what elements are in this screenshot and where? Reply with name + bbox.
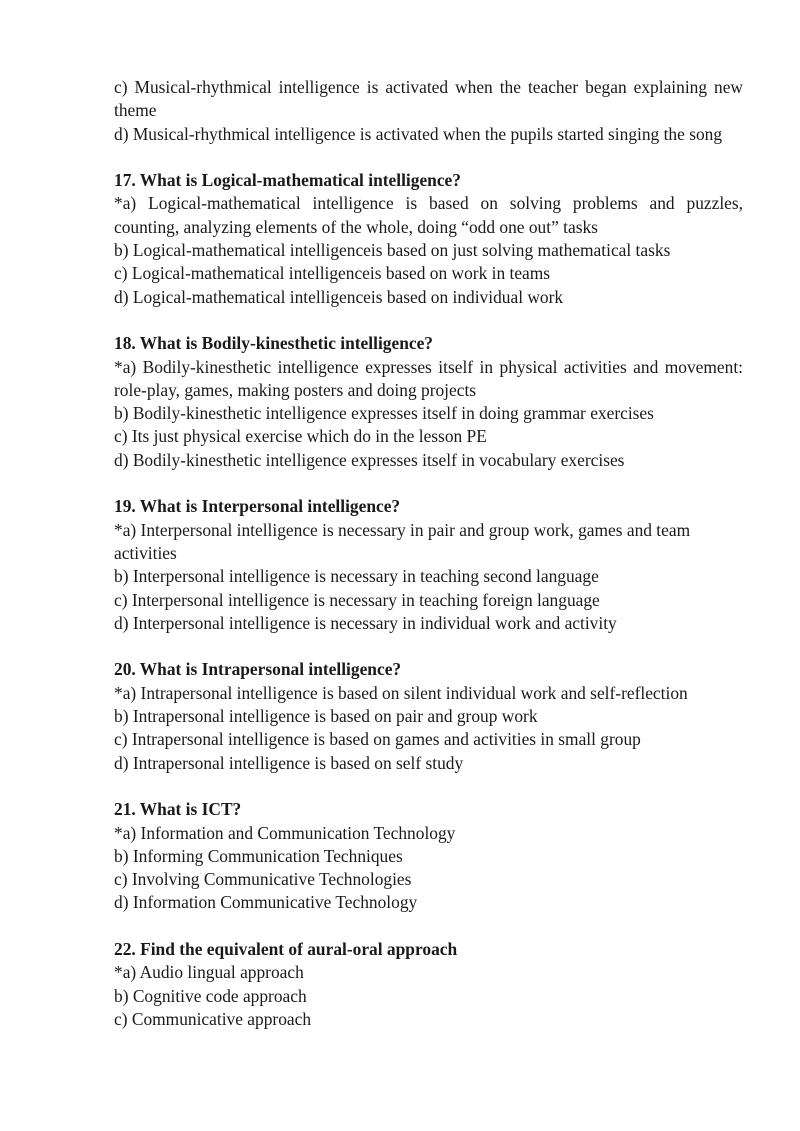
spacer [114, 915, 743, 938]
spacer [114, 635, 743, 658]
question-18 [114, 332, 743, 472]
spacer [114, 775, 743, 798]
continuation-option-c: c) Musical-rhythmical intelligence is activated when the teacher began explaining new theme [114, 77, 743, 121]
question-title: 17. What is Logical-mathematical intelligence? [114, 170, 461, 191]
question-22 [114, 938, 743, 1031]
spacer [114, 472, 743, 495]
question-21 [114, 798, 743, 914]
question-19 [114, 495, 743, 635]
option-a: *a) Intrapersonal intelligence is based on silent individual work and self-reflection [114, 682, 688, 703]
option-a: *a) Interpersonal intelligence is necessary in pair and group work, games and team activities [114, 519, 691, 563]
option-c: c) Involving Communicative Technologies [114, 869, 412, 890]
option-b: b) Interpersonal intelligence is necessary in teaching second language [114, 566, 599, 587]
option-c: c) Its just physical exercise which do in the lesson PE [114, 426, 487, 447]
option-d: d) Bodily-kinesthetic intelligence expresses itself in vocabulary exercises [114, 449, 625, 470]
question-17 [114, 169, 743, 309]
option-b: b) Intrapersonal intelligence is based on pair and group work [114, 706, 538, 727]
option-b: b) Bodily-kinesthetic intelligence expresses itself in doing grammar exercises [114, 403, 654, 424]
option-a: *a) Information and Communication Technology [114, 822, 456, 843]
question-title: 22. Find the equivalent of aural-oral approach [114, 938, 458, 959]
option-a: *a) Logical-mathematical intelligence is based on solving problems and puzzles, counting, analyzing elements of the whole, doing “odd one out” tasks [114, 193, 743, 237]
option-d: d) Interpersonal intelligence is necessary in individual work and activity [114, 612, 617, 633]
question-title: 21. What is ICT? [114, 799, 242, 820]
option-d: d) Logical-mathematical intelligenceis based on individual work [114, 286, 564, 307]
option-d: d) Intrapersonal intelligence is based on self study [114, 752, 464, 773]
option-b: b) Cognitive code approach [114, 985, 307, 1006]
option-c: c) Logical-mathematical intelligenceis based on work in teams [114, 263, 551, 284]
option-a: *a) Bodily-kinesthetic intelligence expresses itself in physical activities and movement: role-play, games, making posters and doing projects [114, 356, 743, 400]
question-20 [114, 658, 743, 774]
option-c: c) Intrapersonal intelligence is based on games and activities in small group [114, 729, 641, 750]
option-a: *a) Audio lingual approach [114, 962, 304, 983]
question-title: 18. What is Bodily-kinesthetic intelligence? [114, 333, 433, 354]
option-d: d) Information Communicative Technology [114, 892, 418, 913]
question-title: 19. What is Interpersonal intelligence? [114, 496, 401, 517]
option-c: c) Interpersonal intelligence is necessary in teaching foreign language [114, 589, 600, 610]
spacer [114, 146, 743, 169]
spacer [114, 309, 743, 332]
option-b: b) Logical-mathematical intelligenceis based on just solving mathematical tasks [114, 240, 671, 261]
option-b: b) Informing Communication Techniques [114, 845, 403, 866]
option-c: c) Communicative approach [114, 1008, 312, 1029]
question-title: 20. What is Intrapersonal intelligence? [114, 659, 402, 680]
continuation-option-d: d) Musical-rhythmical intelligence is activated when the pupils started singing the song [114, 123, 723, 144]
